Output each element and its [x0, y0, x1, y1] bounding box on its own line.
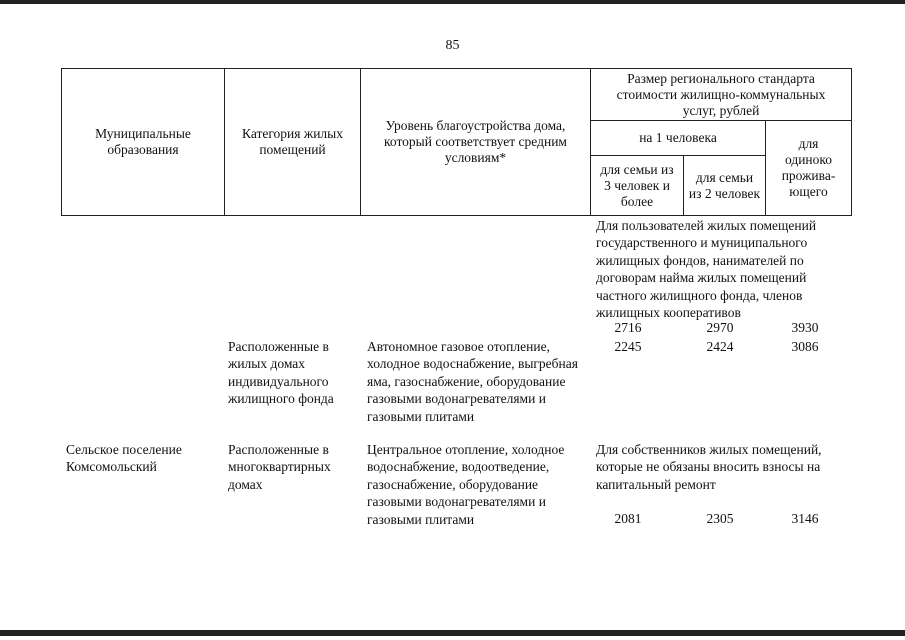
value-komsomolsky-family3: 2081 [614, 511, 642, 526]
value-individual-family3: 2245 [614, 339, 642, 354]
value-users-single: 3930 [791, 320, 819, 335]
section-note-owners: Для собственников жилых помещений, которые не обязаны вносить взносы на капитальный ремонт [596, 442, 822, 492]
row-komsomolsky-municipality: Сельское поселение Комсомольский [66, 442, 182, 475]
value-users-family2: 2970 [706, 320, 734, 335]
row-komsomolsky-category: Расположенные в многоквартирных домах [228, 442, 331, 492]
row-komsomolsky-level: Центральное отопление, холодное водоснабжение, водоотведение, газоснабжение, оборудование газовыми водонагревателями и газовыми плитами [367, 442, 565, 527]
value-komsomolsky-single: 3146 [791, 511, 819, 526]
value-individual-family2: 2424 [706, 339, 734, 354]
header-family-2: для семьи из 2 человек [683, 155, 766, 216]
value-users-family3: 2716 [614, 320, 642, 335]
header-category: Категория жилых помещений [224, 68, 361, 216]
row-individual-level: Автономное газовое отопление, холодное водоснабжение, выгребная яма, газоснабжение, оборудование газовыми водонагревателями и газовыми плитами [367, 339, 578, 424]
header-single: для одиноко прожива-ющего [765, 120, 852, 216]
table-header [61, 68, 852, 216]
header-per-person: на 1 человека [590, 120, 766, 156]
header-municipality: Муниципальные образования [61, 68, 225, 216]
bottom-border [0, 630, 905, 636]
header-standard-size: Размер регионального стандарта стоимости жилищно-коммунальных услуг, рублей [590, 68, 852, 121]
top-border [0, 0, 905, 4]
value-individual-single: 3086 [791, 339, 819, 354]
header-family-3: для семьи из 3 человек и более [590, 155, 684, 216]
header-level: Уровень благоустройства дома, который соответствует средним условиям* [360, 68, 591, 216]
value-komsomolsky-family2: 2305 [706, 511, 734, 526]
page-number: 85 [445, 38, 460, 53]
section-note-users: Для пользователей жилых помещений государственного и муниципального жилищных фондов, нанимателей по договорам найма жилых помещений частного жилищного фонда, членов жилищных кооперативов [596, 218, 817, 321]
row-individual-category: Расположенные в жилых домах индивидуального жилищного фонда [228, 339, 334, 407]
